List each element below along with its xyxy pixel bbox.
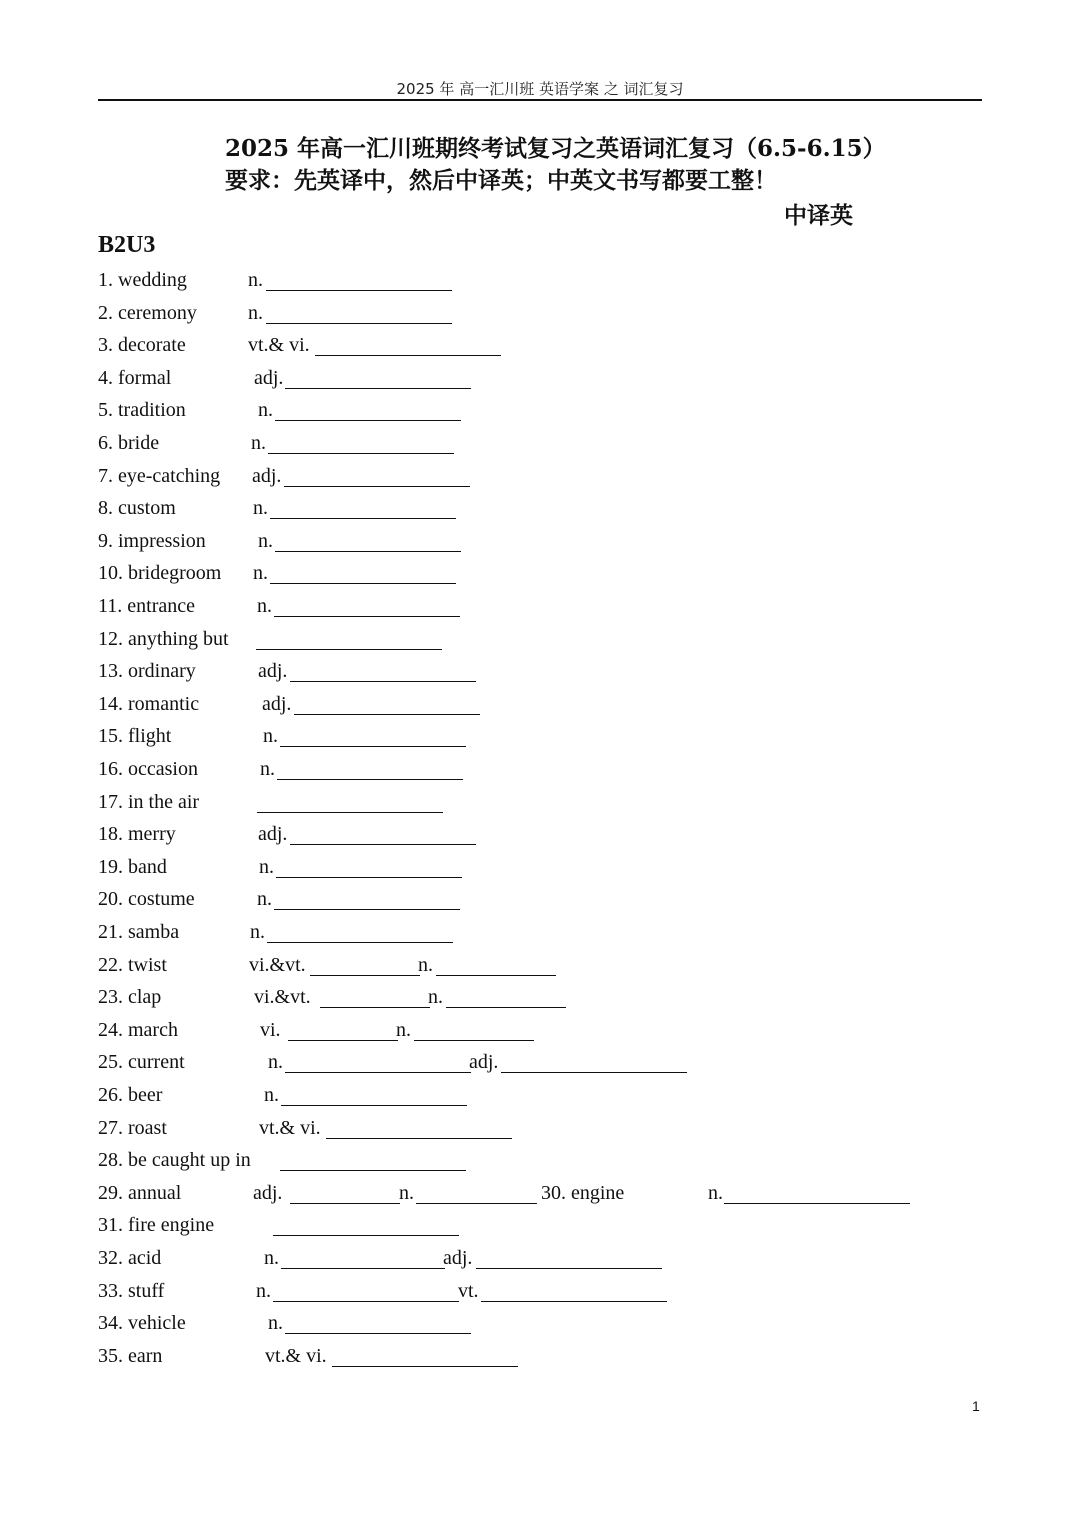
answer-blank[interactable] — [266, 301, 452, 324]
vocab-term: 17. in the air — [98, 790, 200, 813]
part-of-speech: n. — [257, 595, 272, 617]
answer-blank[interactable] — [290, 659, 476, 682]
vocab-term: 9. impression — [98, 529, 206, 552]
answer-blank[interactable] — [288, 1018, 398, 1041]
part-of-speech: n. — [257, 888, 272, 911]
part-of-speech: adj. — [254, 366, 284, 389]
answer-blank[interactable] — [285, 1050, 471, 1073]
vocab-term: 18. merry — [98, 823, 176, 846]
answer-blank[interactable] — [273, 1213, 459, 1236]
part-of-speech-secondary: adj. — [443, 1247, 473, 1269]
vocab-term: 25. current — [98, 1051, 185, 1074]
answer-blank[interactable] — [277, 757, 463, 780]
vocab-term: 30. engine — [541, 1181, 625, 1204]
answer-blank[interactable] — [257, 790, 443, 813]
answer-blank[interactable] — [273, 1279, 459, 1302]
part-of-speech: n. — [708, 1181, 723, 1204]
answer-blank[interactable] — [414, 1018, 534, 1041]
vocab-term: 11. entrance — [98, 595, 195, 617]
answer-blank[interactable] — [285, 1311, 471, 1334]
answer-blank[interactable] — [266, 268, 452, 291]
part-of-speech: adj. — [258, 660, 288, 683]
answer-blank[interactable] — [280, 1148, 466, 1171]
vocab-term: 12. anything but — [98, 627, 229, 650]
part-of-speech: adj. — [252, 464, 282, 487]
answer-blank[interactable] — [281, 1246, 445, 1269]
part-of-speech-secondary: n. — [399, 1181, 414, 1204]
vocab-term: 19. band — [98, 855, 167, 878]
vocab-term: 4. formal — [98, 366, 172, 389]
part-of-speech: n. — [263, 725, 278, 748]
part-of-speech: n. — [256, 1279, 271, 1302]
answer-blank[interactable] — [436, 953, 556, 976]
part-of-speech: n. — [259, 855, 274, 878]
vocab-term: 33. stuff — [98, 1279, 165, 1302]
vocab-term: 14. romantic — [98, 692, 200, 715]
part-of-speech: vi.&vt. — [254, 986, 311, 1009]
part-of-speech: n. — [258, 399, 273, 422]
vocab-term: 29. annual — [98, 1181, 182, 1204]
answer-blank[interactable] — [481, 1279, 667, 1302]
answer-blank[interactable] — [332, 1344, 518, 1367]
part-of-speech: vi. — [260, 1018, 281, 1041]
vocab-term: 10. bridegroom — [98, 562, 222, 585]
section-label: B2U3 — [98, 232, 156, 258]
part-of-speech: n. — [248, 301, 263, 324]
vocab-term: 34. vehicle — [98, 1312, 186, 1335]
part-of-speech: n. — [248, 269, 263, 291]
page-number: 1 — [972, 1398, 980, 1414]
answer-blank[interactable] — [285, 366, 471, 389]
title-line-1: 2025 年高一汇川班期终考试复习之英语词汇复习（6.5-6.15） — [225, 135, 886, 162]
running-header: 2025 年 高一汇川班 英语学案 之 词汇复习 — [396, 80, 684, 98]
vocab-term: 27. roast — [98, 1116, 167, 1139]
part-of-speech: n. — [250, 921, 265, 943]
vocab-term: 13. ordinary — [98, 660, 196, 683]
answer-blank[interactable] — [290, 822, 476, 845]
part-of-speech: adj. — [258, 823, 288, 846]
vocab-term: 24. march — [98, 1018, 178, 1041]
answer-blank[interactable] — [294, 692, 480, 715]
part-of-speech: n. — [253, 562, 268, 585]
part-of-speech-secondary: adj. — [469, 1051, 499, 1074]
answer-blank[interactable] — [267, 920, 453, 943]
answer-blank[interactable] — [276, 855, 462, 878]
answer-blank[interactable] — [476, 1246, 662, 1269]
part-of-speech: n. — [253, 497, 268, 520]
part-of-speech: vt.& vi. — [259, 1116, 321, 1139]
answer-blank[interactable] — [326, 1116, 512, 1139]
answer-blank[interactable] — [290, 1181, 400, 1204]
answer-blank[interactable] — [501, 1050, 687, 1073]
vocab-term: 7. eye-catching — [98, 464, 221, 487]
answer-blank[interactable] — [281, 1083, 467, 1106]
part-of-speech: n. — [264, 1247, 279, 1269]
vocab-term: 32. acid — [98, 1247, 162, 1269]
part-of-speech: n. — [268, 1051, 283, 1074]
title-line-2: 要求：先英译中，然后中译英；中英文书写都要工整！ — [225, 167, 777, 194]
part-of-speech: vt.& vi. — [265, 1344, 327, 1367]
part-of-speech: n. — [268, 1312, 283, 1335]
part-of-speech: n. — [264, 1084, 279, 1106]
vocab-term: 21. samba — [98, 921, 180, 943]
answer-blank[interactable] — [320, 985, 430, 1008]
answer-blank[interactable] — [270, 561, 456, 584]
part-of-speech-secondary: n. — [418, 953, 433, 976]
vocab-term: 26. beer — [98, 1084, 163, 1106]
vocab-term: 22. twist — [98, 953, 167, 976]
answer-blank[interactable] — [724, 1181, 910, 1204]
vocab-term: 16. occasion — [98, 758, 198, 780]
part-of-speech: adj. — [262, 692, 292, 715]
answer-blank[interactable] — [315, 333, 501, 356]
part-of-speech: adj. — [253, 1181, 283, 1204]
vocab-term: 8. custom — [98, 497, 176, 520]
vocab-term: 31. fire engine — [98, 1214, 215, 1237]
answer-blank[interactable] — [280, 724, 466, 747]
answer-blank[interactable] — [256, 627, 442, 650]
vocab-term: 28. be caught up in — [98, 1149, 251, 1172]
vocab-term: 3. decorate — [98, 334, 186, 357]
vocab-term: 1. wedding — [98, 269, 187, 291]
vocab-term: 15. flight — [98, 725, 172, 748]
answer-blank[interactable] — [284, 464, 470, 487]
vocab-term: 23. clap — [98, 986, 162, 1009]
part-of-speech: vt.& vi. — [248, 334, 310, 357]
part-of-speech: vi.&vt. — [249, 953, 306, 976]
vocab-term: 2. ceremony — [98, 301, 197, 324]
answer-blank[interactable] — [416, 1181, 537, 1204]
part-of-speech: n. — [260, 758, 275, 780]
part-of-speech-secondary: n. — [396, 1018, 411, 1041]
vocab-term: 6. bride — [98, 432, 160, 454]
answer-blank[interactable] — [270, 496, 456, 519]
translation-direction-label: 中译英 — [784, 202, 853, 229]
answer-blank[interactable] — [274, 887, 460, 910]
answer-blank[interactable] — [268, 431, 454, 454]
vocab-term: 5. tradition — [98, 399, 186, 422]
part-of-speech: n. — [258, 529, 273, 552]
answer-blank[interactable] — [275, 398, 461, 421]
vocab-term: 35. earn — [98, 1344, 163, 1367]
part-of-speech: n. — [251, 432, 266, 454]
answer-blank[interactable] — [446, 985, 566, 1008]
vocab-term: 20. costume — [98, 888, 195, 911]
answer-blank[interactable] — [275, 529, 461, 552]
answer-blank[interactable] — [310, 953, 420, 976]
part-of-speech-secondary: vt. — [458, 1279, 479, 1302]
part-of-speech-secondary: n. — [428, 986, 443, 1009]
answer-blank[interactable] — [274, 594, 460, 617]
